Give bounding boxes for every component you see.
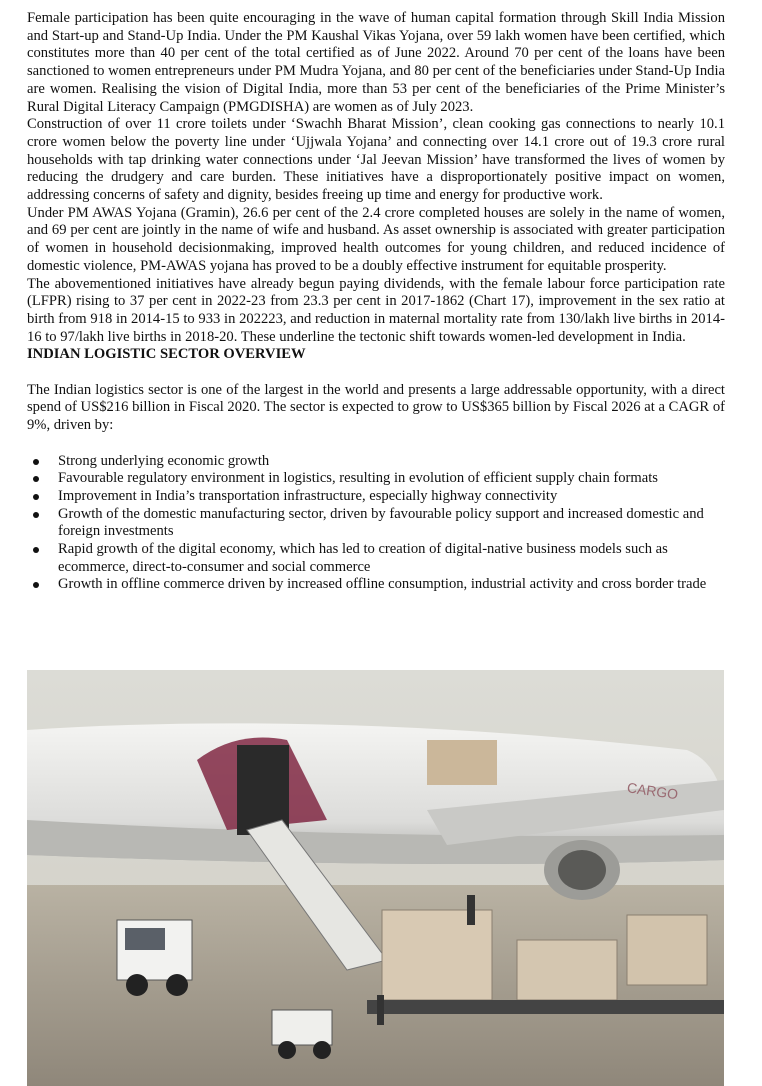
paragraph-pm-awas: Under PM AWAS Yojana (Gramin), 26.6 per cent of the 2.4 crore completed houses are solely in the name of women, and 69 per cent are jointly in the name of wife and husband. As asset ownership is associated with greater participation of women in household decisionmaking, improved health outcomes for young children, and reduced incidence of domestic violence, PM-AWAS yojana has proved to be a doubly effective instrument for equitable prosperity. xyxy=(27,204,725,274)
cargo-plane-photo xyxy=(27,670,724,1086)
section-intro: The Indian logistics sector is one of the largest in the world and presents a large addressable opportunity, with a direct spend of US$216 billion in Fiscal 2020. The sector is expected to grow to US$365 billion by Fiscal 2026 at a CAGR of 9%, driven by: xyxy=(27,381,725,434)
list-item: Rapid growth of the digital economy, which has led to creation of digital-native business models such as ecommerce, direct-to-consumer and social commerce xyxy=(27,541,725,576)
list-item: Growth in offline commerce driven by increased offline consumption, industrial activity and cross border trade xyxy=(27,576,725,594)
list-item: Improvement in India’s transportation infrastructure, especially highway connectivity xyxy=(27,488,725,506)
document-page xyxy=(27,10,725,594)
driver-list xyxy=(27,453,725,595)
list-item: Growth of the domestic manufacturing sector, driven by favourable policy support and increased domestic and foreign investments xyxy=(27,506,725,541)
section-heading: INDIAN LOGISTIC SECTOR OVERVIEW xyxy=(27,346,306,363)
list-item: Favourable regulatory environment in logistics, resulting in evolution of efficient supply chain formats xyxy=(27,470,725,488)
paragraph-dividends: The abovementioned initiatives have already begun paying dividends, with the female labour force participation rate (LFPR) rising to 37 per cent in 2022-23 from 23.3 per cent in 2017-1862 (Chart 17), improvement in the sex ratio at birth from 918 in 2014-15 to 933 in 202223, and reduction in maternal mortality rate from 130/lakh live births in 2014-16 to 97/lakh live births in 2018-20. These underline the tectonic shift towards women-led development in India. xyxy=(27,275,725,345)
paragraph-female-participation: Female participation has been quite encouraging in the wave of human capital formation through Skill India Mission and Start-up and Stand-Up India. Under the PM Kaushal Vikas Yojana, over 59 lakh women have been certified, which constitutes more than 40 per cent of the total certified as of June 2022. Around 70 per cent of the loans have been sanctioned to women entrepreneurs under PM Mudra Yojana, and 80 per cent of the beneficiaries under Stand-Up India are women. Realising the vision of Digital India, more than 53 per cent of the beneficiaries of the Prime Minister’s Rural Digital Literacy Campaign (PMGDISHA) are women as of July 2023. xyxy=(27,10,725,115)
paragraph-swachh-bharat: Construction of over 11 crore toilets under ‘Swachh Bharat Mission’, clean cooking gas connections to nearly 10.1 crore women below the poverty line under ‘Ujjwala Yojana’ and connecting over 14.1 crore out of 19.3 crore rural households with tap drinking water connections under ‘Jal Jeevan Mission’ have transformed the lives of women by reducing the drudgery and care burden. These initiatives have a disproportionately positive impact on women, addressing concerns of safety and dignity, besides freeing up time and energy for productive work. xyxy=(27,116,725,204)
fuselage-cargo-text: CARGO xyxy=(626,779,680,803)
list-item: Strong underlying economic growth xyxy=(27,453,725,471)
